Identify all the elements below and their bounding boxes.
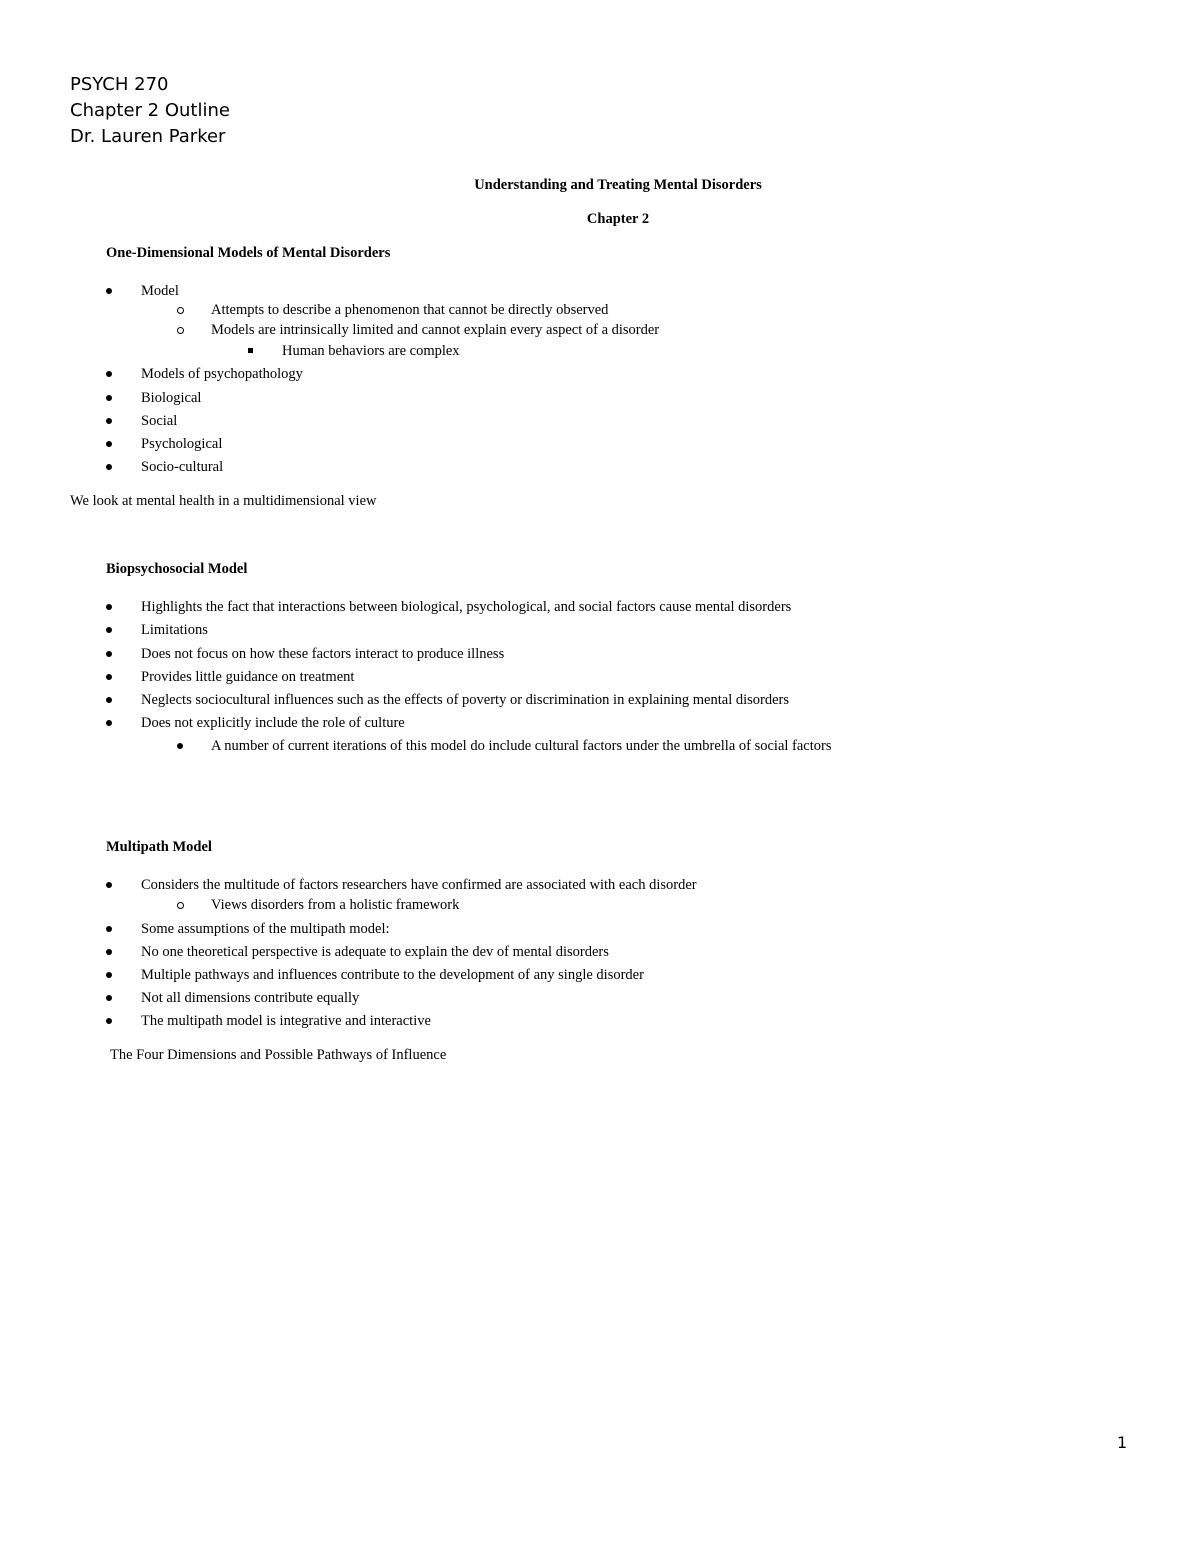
list-item: Model bbox=[141, 283, 179, 299]
bullet-icon bbox=[106, 627, 112, 633]
list-item: Human behaviors are complex bbox=[282, 343, 460, 359]
list-item: Limitations bbox=[141, 622, 208, 638]
document-title: Understanding and Treating Mental Disorders bbox=[474, 177, 762, 193]
list-item: Biological bbox=[141, 390, 202, 406]
bullet-icon bbox=[106, 882, 112, 888]
bullet-icon bbox=[106, 949, 112, 955]
bullet-icon bbox=[106, 395, 112, 401]
section-note: We look at mental health in a multidimensional view bbox=[70, 493, 377, 509]
bullet-icon bbox=[106, 371, 112, 377]
circle-bullet-icon bbox=[177, 307, 184, 314]
circle-bullet-icon bbox=[177, 902, 184, 909]
list-item: No one theoretical perspective is adequate to explain the dev of mental disorders bbox=[141, 944, 609, 960]
bullet-icon bbox=[106, 288, 112, 294]
bullet-icon bbox=[177, 743, 183, 749]
list-item: Does not focus on how these factors interact to produce illness bbox=[141, 646, 505, 662]
bullet-icon bbox=[106, 464, 112, 470]
bullet-icon bbox=[106, 972, 112, 978]
instructor-name: Dr. Lauren Parker bbox=[70, 126, 226, 147]
list-item: Neglects sociocultural influences such as the effects of poverty or discrimination in explaining mental disorders bbox=[141, 692, 790, 708]
section-heading-multipath: Multipath Model bbox=[106, 839, 212, 855]
list-item: Attempts to describe a phenomenon that cannot be directly observed bbox=[211, 302, 609, 318]
section-heading-biopsychosocial: Biopsychosocial Model bbox=[106, 561, 248, 577]
section-note: The Four Dimensions and Possible Pathways of Influence bbox=[110, 1047, 447, 1063]
bullet-icon bbox=[106, 418, 112, 424]
course-code: PSYCH 270 bbox=[70, 74, 169, 95]
list-item: Psychological bbox=[141, 436, 223, 452]
bullet-icon bbox=[106, 1018, 112, 1024]
list-item: Social bbox=[141, 413, 178, 429]
bullet-icon bbox=[106, 604, 112, 610]
list-item: Provides little guidance on treatment bbox=[141, 669, 355, 685]
bullet-icon bbox=[106, 720, 112, 726]
list-item: Views disorders from a holistic framework bbox=[211, 897, 460, 913]
list-item: Considers the multitude of factors researchers have confirmed are associated with each disorder bbox=[141, 877, 697, 893]
section-heading-one-dimensional: One-Dimensional Models of Mental Disorders bbox=[106, 245, 391, 261]
list-item: The multipath model is integrative and interactive bbox=[141, 1013, 431, 1029]
bullet-icon bbox=[106, 995, 112, 1001]
list-item: A number of current iterations of this model do include cultural factors under the umbrella of social factors bbox=[211, 738, 832, 754]
circle-bullet-icon bbox=[177, 327, 184, 334]
list-item: Multiple pathways and influences contribute to the development of any single disorder bbox=[141, 967, 644, 983]
list-item: Socio-cultural bbox=[141, 459, 224, 475]
list-item: Some assumptions of the multipath model: bbox=[141, 921, 390, 937]
bullet-icon bbox=[106, 651, 112, 657]
chapter-title: Chapter 2 bbox=[586, 211, 650, 227]
outline-title: Chapter 2 Outline bbox=[70, 100, 230, 121]
page-number: 1 bbox=[1117, 1433, 1128, 1452]
square-bullet-icon bbox=[248, 348, 253, 353]
list-item: Highlights the fact that interactions between biological, psychological, and social factors cause mental disorders bbox=[141, 599, 792, 615]
bullet-icon bbox=[106, 441, 112, 447]
list-item: Models are intrinsically limited and cannot explain every aspect of a disorder bbox=[211, 322, 660, 338]
bullet-icon bbox=[106, 674, 112, 680]
list-item: Does not explicitly include the role of culture bbox=[141, 715, 405, 731]
bullet-icon bbox=[106, 926, 112, 932]
list-item: Models of psychopathology bbox=[141, 366, 303, 382]
list-item: Not all dimensions contribute equally bbox=[141, 990, 360, 1006]
bullet-icon bbox=[106, 697, 112, 703]
